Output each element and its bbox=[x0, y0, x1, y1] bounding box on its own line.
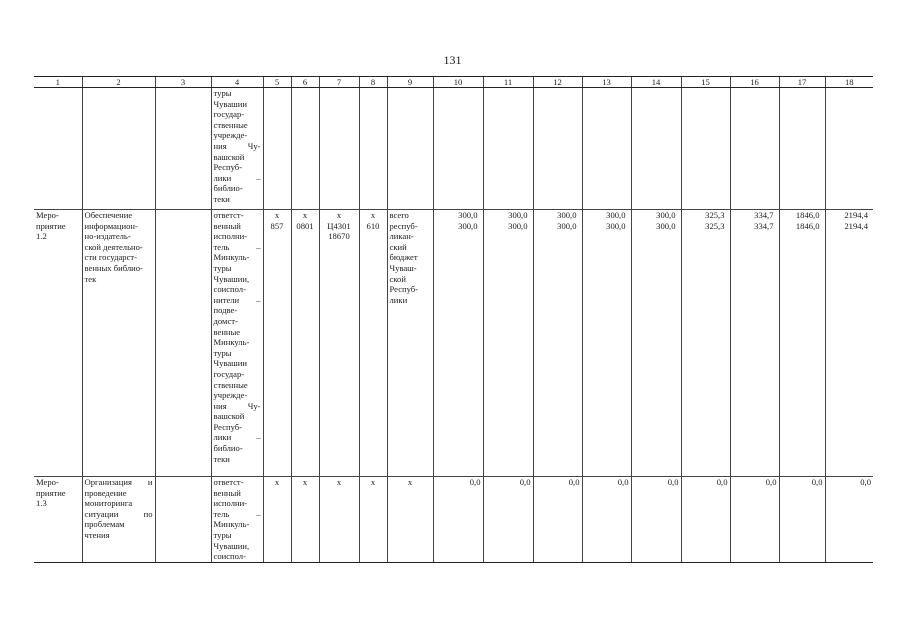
col-header: 18 bbox=[825, 77, 873, 88]
cell-line: x bbox=[370, 210, 376, 220]
cell-line: 300,0 bbox=[508, 220, 528, 231]
table-cell bbox=[155, 210, 211, 477]
funding-source-cell bbox=[387, 210, 433, 477]
cell-line: сти государст- bbox=[84, 252, 138, 263]
amount-cell: 0,0 bbox=[730, 477, 779, 563]
amount-cell: 0,0 bbox=[433, 477, 483, 563]
cell-line: ния Чу- bbox=[213, 400, 261, 411]
table-cell bbox=[631, 88, 681, 210]
executor-cell bbox=[211, 88, 263, 210]
table-cell bbox=[155, 88, 211, 210]
cell-line: исполни- bbox=[213, 231, 248, 242]
cell-line: Чувашии bbox=[213, 358, 247, 369]
cell-line: 0801 bbox=[296, 220, 314, 231]
table-cell bbox=[483, 88, 533, 210]
cell-line: проведение bbox=[84, 487, 127, 498]
table-cell bbox=[387, 88, 433, 210]
cell-line: ской bbox=[389, 273, 406, 284]
cell-line: Меро- bbox=[36, 210, 59, 220]
col-header: 6 bbox=[291, 77, 319, 88]
amount-cell: 0,0 bbox=[779, 477, 825, 563]
grbs-code-cell: x bbox=[263, 477, 291, 563]
table-cell bbox=[582, 88, 631, 210]
cell-line: Респуб- bbox=[389, 284, 419, 295]
cell-line: 334,7 bbox=[754, 210, 774, 220]
col-header: 16 bbox=[730, 77, 779, 88]
amount-cell: 0,0 bbox=[631, 477, 681, 563]
cell-line: ответст- bbox=[213, 210, 244, 220]
col-header: 13 bbox=[582, 77, 631, 88]
amount-cell bbox=[582, 210, 631, 477]
cell-line: проблемам bbox=[84, 519, 125, 530]
cell-line: 300,0 bbox=[656, 220, 676, 231]
col-header: 7 bbox=[319, 77, 359, 88]
cell-line: ситуации по bbox=[84, 508, 153, 519]
cell-line: 2194,4 bbox=[844, 210, 868, 220]
cell-line: ответст- bbox=[213, 477, 244, 487]
cell-line: Чувашии, bbox=[213, 540, 250, 551]
col-header: 10 bbox=[433, 77, 483, 88]
cell-line: подве- bbox=[213, 305, 238, 316]
cell-line: 300,0 bbox=[557, 210, 577, 220]
col-header: 8 bbox=[359, 77, 387, 88]
cell-line: Чуваш- bbox=[389, 262, 417, 273]
cell-line: 1.2 bbox=[36, 231, 47, 242]
cell-line: 300,0 bbox=[458, 210, 478, 220]
grbs-code-cell bbox=[263, 210, 291, 477]
table-cell bbox=[359, 88, 387, 210]
cell-line: Респуб- bbox=[213, 162, 243, 173]
col-header: 12 bbox=[533, 77, 582, 88]
cell-line: исполни- bbox=[213, 498, 248, 509]
cell-line: 300,0 bbox=[508, 210, 528, 220]
amount-cell bbox=[433, 210, 483, 477]
cell-line: 1846,0 bbox=[795, 210, 820, 220]
cell-line: 18670 bbox=[328, 231, 350, 242]
table-cell bbox=[34, 88, 82, 210]
cell-line: тек bbox=[84, 273, 97, 284]
cell-line: 1846,0 bbox=[795, 220, 820, 231]
cell-line: туры bbox=[213, 262, 232, 273]
table-cell bbox=[291, 88, 319, 210]
cell-line: теки bbox=[213, 193, 230, 204]
col-header: 15 bbox=[681, 77, 730, 88]
executor-cell bbox=[211, 210, 263, 477]
cell-line: x bbox=[302, 210, 308, 220]
cell-line: вашской bbox=[213, 151, 245, 162]
table-cell bbox=[263, 88, 291, 210]
table-cell bbox=[319, 88, 359, 210]
cell-line: тель – bbox=[213, 241, 261, 252]
amount-cell: 0,0 bbox=[582, 477, 631, 563]
cell-line: 300,0 bbox=[557, 220, 577, 231]
cell-line: домст- bbox=[213, 315, 238, 326]
amount-cell bbox=[730, 210, 779, 477]
cell-line: библио- bbox=[213, 443, 243, 454]
cell-line: ственные bbox=[213, 379, 248, 390]
cell-line: 334,7 bbox=[754, 220, 774, 231]
table-row bbox=[34, 88, 873, 210]
target-item-cell bbox=[319, 210, 359, 477]
table-cell bbox=[533, 88, 582, 210]
cell-line: Ц4301 bbox=[327, 220, 351, 231]
cell-line: нители – bbox=[213, 294, 261, 305]
cell-line: чтения bbox=[84, 529, 110, 540]
cell-line: приятие bbox=[36, 220, 66, 231]
cell-line: 300,0 bbox=[606, 210, 626, 220]
cell-line: учрежде- bbox=[213, 390, 248, 401]
activity-name-cell bbox=[82, 477, 155, 563]
cell-line: ликан- bbox=[389, 231, 414, 242]
cell-line: венный bbox=[213, 487, 241, 498]
cell-line: венные bbox=[213, 326, 241, 337]
cell-line: тель – bbox=[213, 508, 261, 519]
cell-line: соиспол- bbox=[213, 284, 246, 295]
col-header: 3 bbox=[155, 77, 211, 88]
amount-cell bbox=[825, 210, 873, 477]
table-cell bbox=[730, 88, 779, 210]
amount-cell: 0,0 bbox=[533, 477, 582, 563]
expense-type-cell bbox=[359, 210, 387, 477]
cell-line: соиспол- bbox=[213, 551, 246, 562]
cell-line: государ- bbox=[213, 109, 245, 120]
activity-number-cell bbox=[34, 477, 82, 563]
cell-line: 300,0 bbox=[606, 220, 626, 231]
cell-line: Меро- bbox=[36, 477, 59, 487]
cell-line: бюджет bbox=[389, 252, 418, 263]
cell-line: всего bbox=[389, 210, 409, 220]
cell-line: ский bbox=[389, 241, 407, 252]
cell-line: 610 bbox=[366, 220, 380, 231]
cell-line: Минкуль- bbox=[213, 337, 250, 348]
table-cell bbox=[681, 88, 730, 210]
cell-line: теки bbox=[213, 453, 230, 464]
col-header: 11 bbox=[483, 77, 533, 88]
table-cell bbox=[433, 88, 483, 210]
executor-cell bbox=[211, 477, 263, 563]
cell-line: x bbox=[336, 210, 342, 220]
cell-line: ской деятельно- bbox=[84, 241, 143, 252]
table-cell bbox=[155, 477, 211, 563]
funding-source-cell: x bbox=[387, 477, 433, 563]
cell-line: респуб- bbox=[389, 220, 418, 231]
amount-cell bbox=[533, 210, 582, 477]
cell-line: Респуб- bbox=[213, 421, 243, 432]
table-row bbox=[34, 477, 873, 563]
cell-line: 857 bbox=[270, 220, 284, 231]
amount-cell: 0,0 bbox=[825, 477, 873, 563]
amount-cell: 0,0 bbox=[483, 477, 533, 563]
cell-line: Минкуль- bbox=[213, 519, 250, 530]
table-cell bbox=[779, 88, 825, 210]
cell-line: 325,3 bbox=[705, 220, 725, 231]
cell-line: x bbox=[274, 210, 280, 220]
activity-number-cell bbox=[34, 210, 82, 477]
amount-cell bbox=[483, 210, 533, 477]
target-item-cell: x bbox=[319, 477, 359, 563]
cell-line: Чувашии bbox=[213, 98, 247, 109]
table-row bbox=[34, 210, 873, 477]
cell-line: венных библио- bbox=[84, 262, 143, 273]
col-header: 5 bbox=[263, 77, 291, 88]
cell-line: 1.3 bbox=[36, 498, 47, 509]
cell-line: ственные bbox=[213, 119, 248, 130]
cell-line: информацион- bbox=[84, 220, 138, 231]
budget-table bbox=[34, 76, 873, 563]
expense-type-cell: x bbox=[359, 477, 387, 563]
cell-line: лики – bbox=[213, 432, 261, 443]
col-header: 9 bbox=[387, 77, 433, 88]
amount-cell: 0,0 bbox=[681, 477, 730, 563]
cell-line: мониторинга bbox=[84, 498, 133, 509]
cell-line: 300,0 bbox=[458, 220, 478, 231]
cell-line: Минкуль- bbox=[213, 252, 250, 263]
amount-cell bbox=[681, 210, 730, 477]
cell-line: приятие bbox=[36, 487, 66, 498]
cell-line: Обеспечение bbox=[84, 210, 133, 220]
amount-cell bbox=[779, 210, 825, 477]
cell-line: вашской bbox=[213, 411, 245, 422]
cell-line: 2194,4 bbox=[844, 220, 868, 231]
cell-line: венный bbox=[213, 220, 241, 231]
col-header: 4 bbox=[211, 77, 263, 88]
section-code-cell: x bbox=[291, 477, 319, 563]
page-number: 131 bbox=[443, 53, 462, 67]
col-header: 14 bbox=[631, 77, 681, 88]
cell-line: туры bbox=[213, 347, 232, 358]
cell-line: 325,3 bbox=[705, 210, 725, 220]
cell-line: лики bbox=[389, 294, 408, 305]
cell-line: туры bbox=[213, 88, 232, 98]
cell-line: государ- bbox=[213, 368, 245, 379]
cell-line: учрежде- bbox=[213, 130, 248, 141]
table-cell bbox=[825, 88, 873, 210]
cell-line: туры bbox=[213, 529, 232, 540]
cell-line: Чувашии, bbox=[213, 273, 250, 284]
amount-cell bbox=[631, 210, 681, 477]
cell-line: ния Чу- bbox=[213, 140, 261, 151]
table-cell bbox=[82, 88, 155, 210]
column-number-row bbox=[34, 77, 873, 88]
cell-line: 300,0 bbox=[656, 210, 676, 220]
section-code-cell bbox=[291, 210, 319, 477]
cell-line: Организация и bbox=[84, 477, 153, 487]
cell-line: лики – bbox=[213, 172, 261, 183]
col-header: 17 bbox=[779, 77, 825, 88]
col-header: 2 bbox=[82, 77, 155, 88]
activity-name-cell bbox=[82, 210, 155, 477]
cell-line: библио- bbox=[213, 183, 243, 194]
col-header: 1 bbox=[34, 77, 82, 88]
cell-line: но-издатель- bbox=[84, 231, 131, 242]
